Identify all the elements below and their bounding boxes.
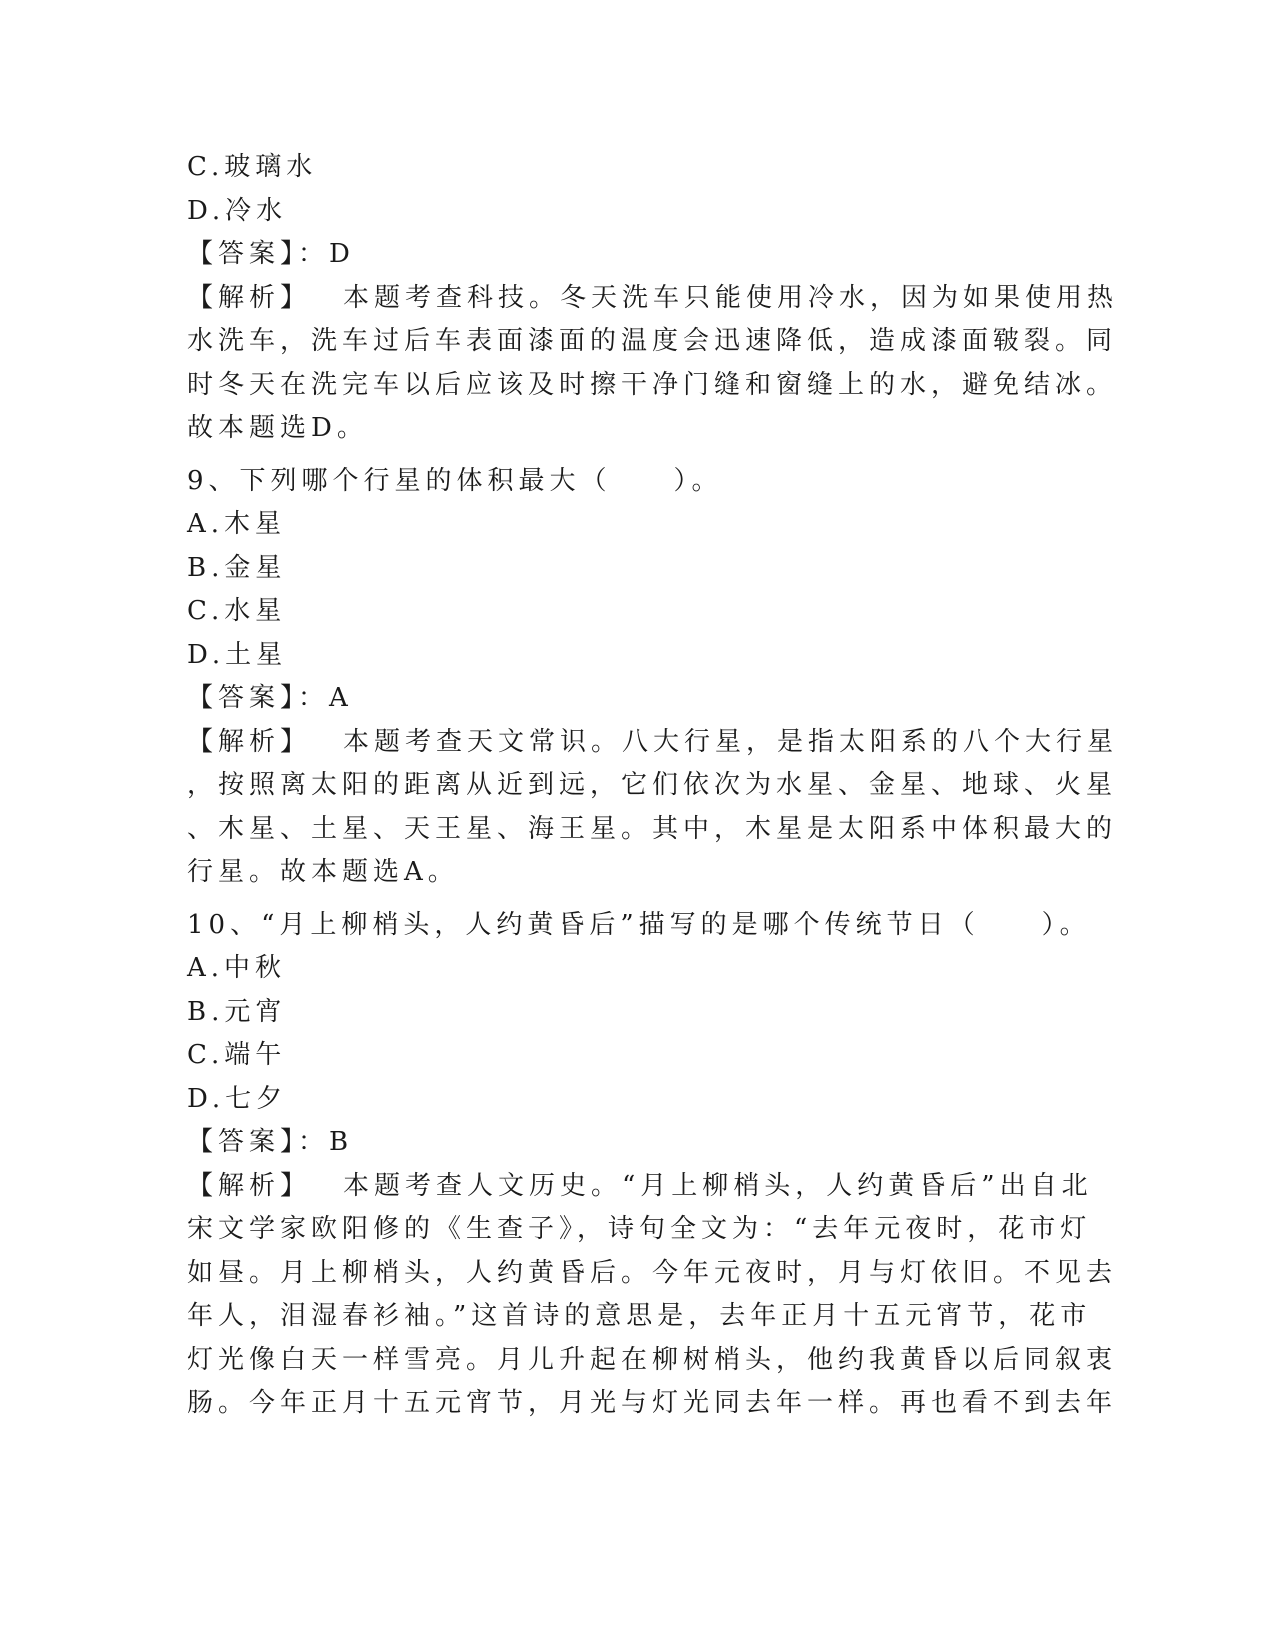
q9-question: 9、下列哪个行星的体积最大（ ）。 — [187, 465, 723, 496]
q8-analysis-line-3: 时冬天在洗完车以后应该及时擦干净门缝和窗缝上的水，避免结冰。 — [187, 369, 1118, 400]
analysis-text: 本题考查科技。冬天洗车只能使用冷水，因为如果使用热 — [343, 282, 1119, 313]
q8-analysis-line-2: 水洗车，洗车过后车表面漆面的温度会迅速降低，造成漆面皲裂。同 — [187, 326, 1118, 356]
q10-question: 10、“月上柳梢头，人约黄昏后”描写的是哪个传统节日（ ）。 — [187, 909, 1091, 940]
q10-analysis-line-1 — [187, 1165, 1093, 1209]
answer-label: 【答案】： — [187, 683, 330, 713]
q8-answer — [187, 233, 1067, 277]
q10-option-d: D.七夕 — [187, 1083, 288, 1114]
q8-analysis-line-4: 故本题选D。 — [187, 413, 368, 443]
analysis-label: 【解析】 — [187, 282, 312, 313]
q9-option-d: D.土星 — [187, 639, 288, 670]
answer-value: D — [329, 239, 355, 269]
document-content — [187, 146, 1119, 1426]
q9-option-c: C.水星 — [187, 596, 287, 626]
q8-option-d: D.冷水 — [187, 195, 288, 226]
q9-answer — [187, 677, 1067, 721]
q8-analysis-line-1 — [187, 277, 1119, 321]
q8-option-c: C.玻璃水 — [187, 152, 318, 182]
question-8-section — [187, 146, 1119, 451]
answer-value: B — [329, 1127, 354, 1157]
q10-analysis-line-3: 如昼。月上柳梢头，人约黄昏后。今年元夜时，月与灯依旧。不见去 — [187, 1257, 1118, 1288]
question-9-section — [187, 460, 1119, 895]
q9-analysis-line-2: ，按照离太阳的距离从近到远，它们依次为水星、金星、地球、火星 — [187, 770, 1118, 800]
analysis-text: 本题考查天文常识。八大行星，是指太阳系的八个大行星 — [343, 726, 1119, 757]
answer-label: 【答案】： — [187, 239, 330, 269]
question-10-section — [187, 904, 1118, 1426]
analysis-label: 【解析】 — [187, 1170, 312, 1201]
q9-analysis-line-3: 、木星、土星、天王星、海王星。其中，木星是太阳系中体积最大的 — [187, 813, 1118, 844]
q9-option-a: A.木星 — [187, 509, 287, 539]
analysis-label: 【解析】 — [187, 726, 312, 757]
q9-option-b: B.金星 — [187, 552, 287, 583]
answer-label: 【答案】： — [187, 1127, 330, 1157]
q10-option-c: C.端午 — [187, 1040, 287, 1070]
q10-option-a: A.中秋 — [187, 953, 287, 983]
q10-answer — [187, 1121, 1067, 1165]
q10-analysis-line-6: 肠。今年正月十五元宵节，月光与灯光同去年一样。再也看不到去年 — [187, 1388, 1118, 1418]
answer-value: A — [329, 683, 353, 713]
q10-analysis-line-5: 灯光像白天一样雪亮。月儿升起在柳树梢头，他约我黄昏以后同叙衷 — [187, 1344, 1118, 1375]
q10-option-b: B.元宵 — [187, 996, 287, 1027]
q9-analysis-line-1 — [187, 721, 1119, 765]
q9-analysis-line-4: 行星。故本题选A。 — [187, 857, 459, 887]
q10-analysis-line-4: 年人，泪湿春衫袖。”这首诗的意思是，去年正月十五元宵节，花市 — [187, 1301, 1092, 1331]
analysis-text: 本题考查人文历史。“月上柳梢头，人约黄昏后”出自北 — [343, 1170, 1093, 1201]
q10-analysis-line-2: 宋文学家欧阳修的《生查子》，诗句全文为：“去年元夜时，花市灯 — [187, 1214, 1092, 1244]
